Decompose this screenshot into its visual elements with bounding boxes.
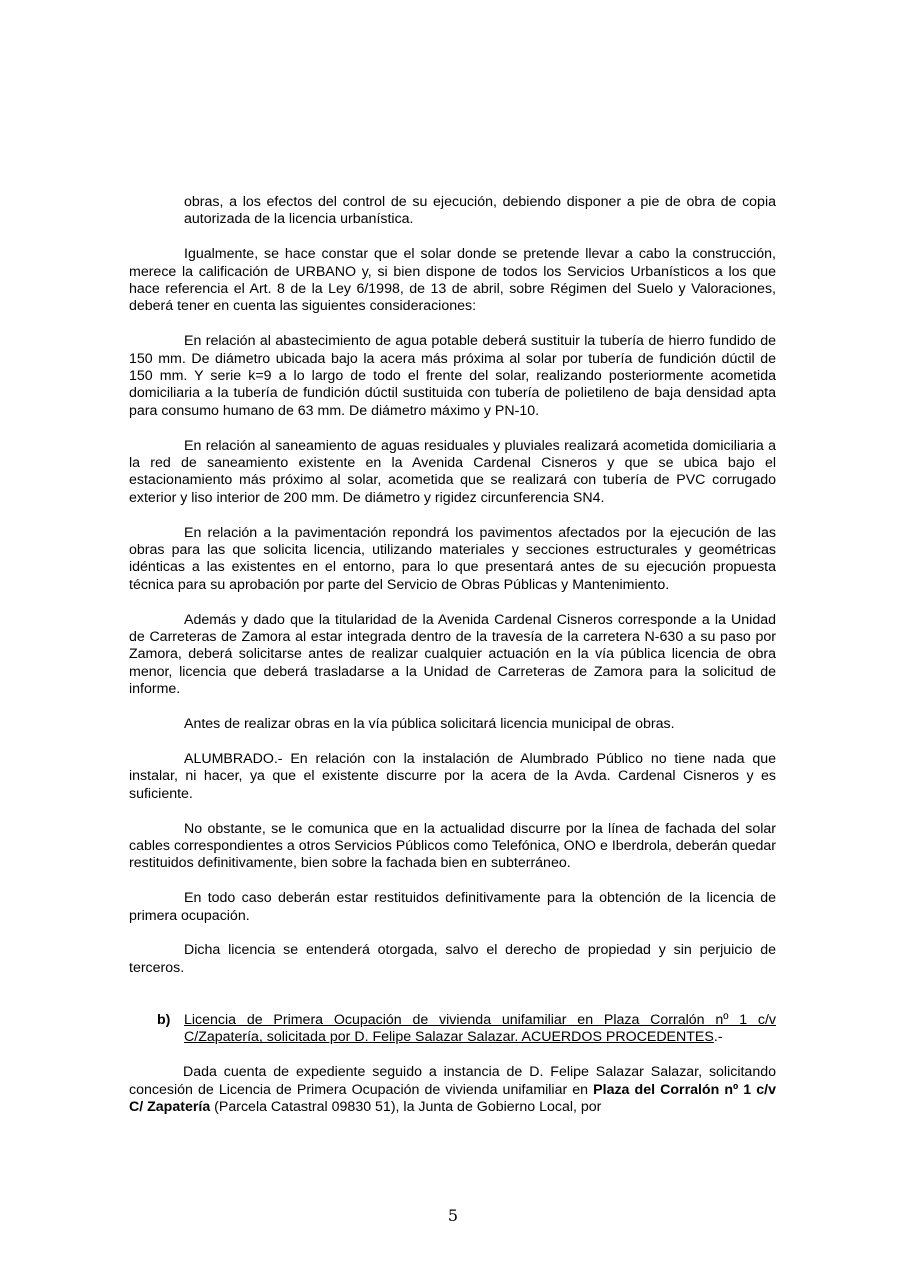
section-b-title-suffix: .-: [713, 1029, 723, 1046]
document-body: [129, 194, 776, 1134]
dada-cuenta-text-2: (Parcela Catastral 09830 51), la Junta de Gobierno Local, por: [210, 1098, 602, 1115]
section-b-label: b): [157, 1011, 171, 1028]
page-number: 5: [447, 1206, 459, 1225]
section-b-title: Licencia de Primera Ocupación de vivienda unifamiliar en Plaza Corralón nº 1 c/v C/Zapatería, solicitada por D. Felipe Salazar Salazar. ACUERDOS PROCEDENTES: [184, 1011, 776, 1046]
paragraph-carreteras: Además y dado que la titularidad de la Avenida Cardenal Cisneros corresponde a la Unidad de Carreteras de Zamora al estar integrada dentro de la travesía de la carretera N-630 a su paso por Zamora, deberá solicitarse antes de realizar cualquier actuación en la vía pública licencia de obra menor, licencia que deberá trasladarse a la Unidad de Carreteras de Zamora para la solicitud de informe.: [129, 611, 776, 698]
paragraph-saneamiento: En relación al saneamiento de aguas residuales y pluviales realizará acometida domiciliaria a la red de saneamiento existente en la Avenida Cardenal Cisneros y que se ubica bajo el estacionamiento más próximo al solar, acometida que se realizará con tubería de PVC corrugado exterior y liso interior de 200 mm. De diámetro y rigidez circunferencia SN4.: [129, 437, 776, 506]
paragraph-abastecimiento: En relación al abastecimiento de agua potable deberá sustituir la tubería de hierro fundido de 150 mm. De diámetro ubicada bajo la acera más próxima al solar por tubería de fundición dúctil de 150 mm. Y serie k=9 a lo largo de todo el frente del solar, realizando posteriormente acometida domiciliaria a la tubería de fundición dúctil sustituida con tubería de polietileno de baja densidad apta para consumo humano de 63 mm. De diámetro máximo y PN-10.: [129, 333, 776, 419]
paragraph-derecho-propiedad: Dicha licencia se entenderá otorgada, salvo el derecho de propiedad y sin perjuicio de terceros.: [129, 942, 776, 976]
paragraph-urbano: Igualmente, se hace constar que el solar donde se pretende llevar a cabo la construcción, merece la calificación de URBANO y, si bien dispone de todos los Servicios Urbanísticos a los que hace referencia el Art. 8 de la Ley 6/1998, de 13 de abril, sobre Régimen del Suelo y Valoraciones, deberá tener en cuenta las siguientes consideraciones:: [129, 246, 776, 315]
paragraph-via-publica: Antes de realizar obras en la vía pública solicitará licencia municipal de obras.: [184, 716, 675, 733]
paragraph-continuation: obras, a los efectos del control de su ejecución, debiendo disponer a pie de obra de copia autorizada de la licencia urbanística.: [184, 194, 776, 228]
dada-cuenta-text-1: Dada cuenta de expediente seguido a instancia de D. Felipe Salazar Salazar, solicitando concesión de Licencia de Primera Ocupación de vivienda unifamiliar en: [129, 1064, 776, 1098]
paragraph-restitucion: En todo caso deberán estar restituidos definitivamente para la obtención de la licencia de primera ocupación.: [129, 890, 776, 924]
paragraph-servicios-publicos: No obstante, se le comunica que en la actualidad discurre por la línea de fachada del solar cables correspondientes a otros Servicios Públicos como Telefónica, ONO e Iberdrola, deberán quedar restituidos definitivamente, bien sobre la fachada bien en subterráneo.: [129, 820, 776, 872]
paragraph-dada-cuenta: [129, 1064, 776, 1116]
paragraph-pavimentacion: En relación a la pavimentación repondrá los pavimentos afectados por la ejecución de las obras para las que solicita licencia, utilizando materiales y secciones estructurales y geométricas idénticas a las existentes en el entorno, para lo que presentará antes de su ejecución propuesta técnica para su aprobación por parte del Servicio de Obras Públicas y Mantenimiento.: [129, 524, 776, 593]
section-b-heading: [129, 1012, 776, 1047]
dada-cuenta-address: Plaza del Corralón nº 1 c/v C/ Zapatería: [129, 1081, 776, 1115]
paragraph-alumbrado: ALUMBRADO.- En relación con la instalación de Alumbrado Público no tiene nada que instalar, ni hacer, ya que el existente discurre por la acera de la Avda. Cardenal Cisneros y es suficiente.: [129, 750, 776, 802]
